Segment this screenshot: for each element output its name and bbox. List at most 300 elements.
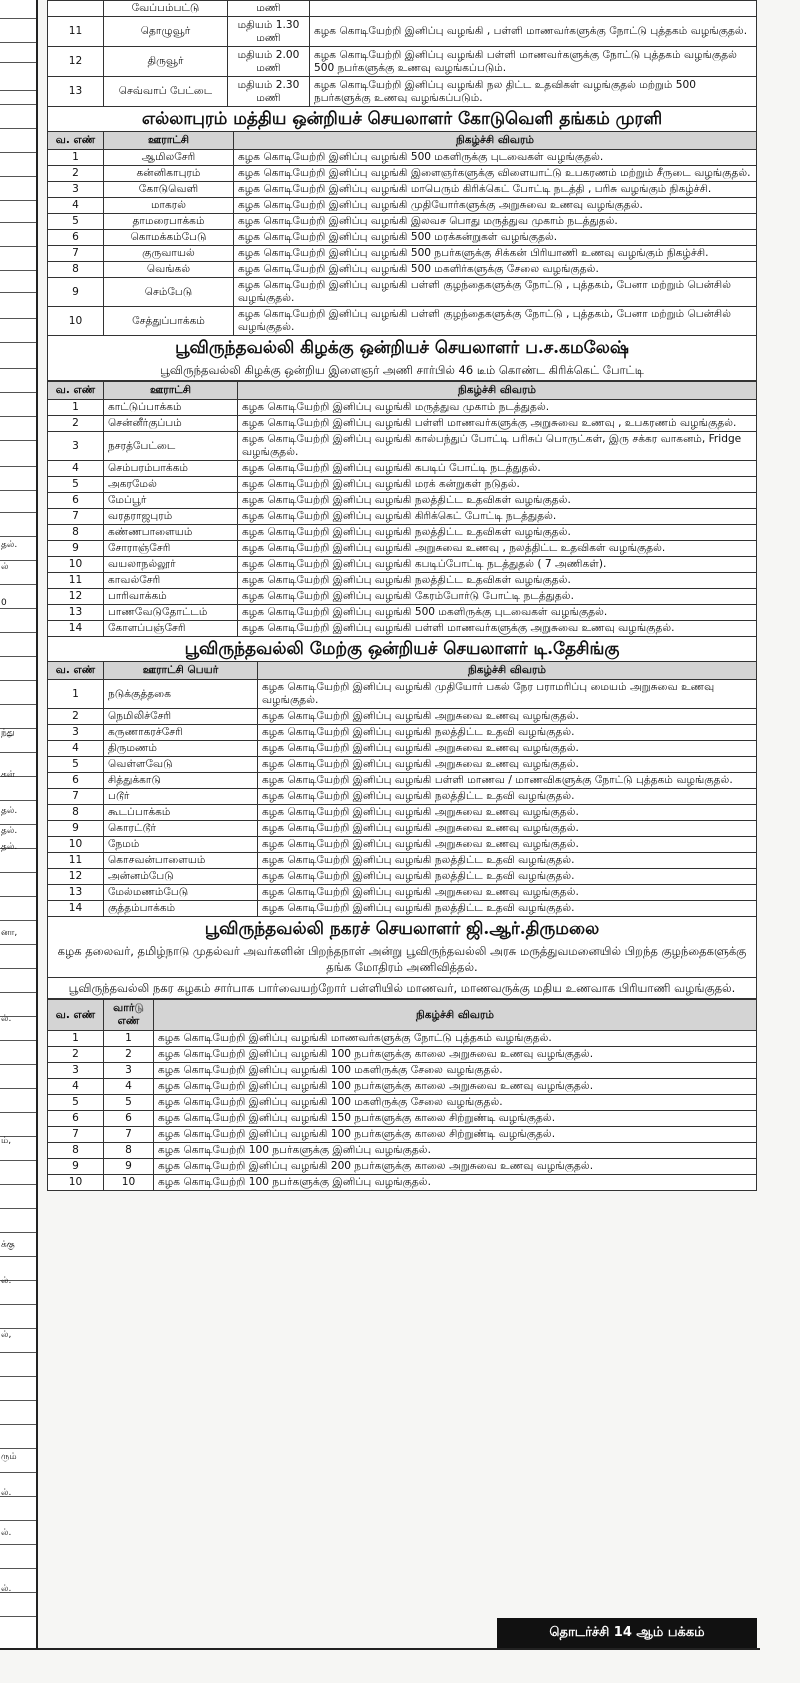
row-number: 11 [48, 853, 104, 869]
table-row [48, 589, 757, 605]
table-row [48, 1159, 757, 1175]
table-row [48, 278, 757, 307]
event-description: கழக கொடியேற்றி இனிப்பு வழங்கி இலவச பொது மருத்துவ முகாம் நடத்துதல். [234, 214, 757, 230]
row-number: 14 [48, 621, 104, 637]
panchayat-name: நசரத்பேட்டை [104, 432, 238, 461]
bottom-rule [0, 1648, 760, 1650]
panchayat-name: கூடப்பாக்கம் [104, 805, 258, 821]
panchayat-name: கருணாகரச்சேரி [104, 725, 258, 741]
col-header-ward: வார்டு எண் [104, 1000, 154, 1031]
strip-text-fragment: 0 [1, 598, 7, 608]
table-row [48, 805, 757, 821]
strip-line [0, 18, 36, 19]
event-description: கழக கொடியேற்றி இனிப்பு வழங்கி நலத்திட்ட உதவிகள் வழங்குதல். [238, 493, 757, 509]
strip-line [0, 896, 36, 897]
panchayat-name: சென்னீர்குப்பம் [104, 416, 238, 432]
col-header-no: வ. எண் [48, 382, 104, 400]
row-number: 4 [48, 461, 104, 477]
table-row [48, 741, 757, 757]
strip-line [0, 90, 36, 91]
panchayat-name: திருமணம் [104, 741, 258, 757]
table-row [48, 541, 757, 557]
strip-line [0, 1328, 36, 1329]
event-schedule-page [47, 0, 757, 1191]
row-number: 13 [48, 605, 104, 621]
panchayat-name: மேப்பூர் [104, 493, 238, 509]
panchayat-name: மாகரல் [104, 198, 234, 214]
panchayat-name: ஆமிலசேரி [104, 150, 234, 166]
panchayat-name: குருவாயல் [104, 246, 234, 262]
strip-line [0, 342, 36, 343]
strip-line [0, 246, 36, 247]
event-description: கழக கொடியேற்றி இனிப்பு வழங்கி அறுசுவை உணவு வழங்குதல். [258, 757, 757, 773]
col-header-place: ஊராட்சி பெயர் [104, 662, 258, 680]
strip-line [0, 292, 36, 293]
table-row [48, 621, 757, 637]
panchayat-name: காவல்சேரி [104, 573, 238, 589]
table-row [48, 573, 757, 589]
ward-number: 10 [104, 1175, 154, 1191]
event-description: கழக கொடியேற்றி இனிப்பு வழங்கி நலத்திட்ட உதவிகள் வழங்குதல். [238, 525, 757, 541]
row-number: 3 [48, 1063, 104, 1079]
table-poonamallee-east-body [48, 400, 757, 637]
ward-number: 6 [104, 1111, 154, 1127]
strip-text-fragment: தல். [1, 806, 18, 816]
panchayat-name: வயலாநல்லூர் [104, 557, 238, 573]
strip-line [0, 1520, 36, 1521]
strip-text-fragment: க்கு [1, 1240, 15, 1250]
row-number: 5 [48, 757, 104, 773]
strip-text-fragment: கள் [1, 770, 15, 780]
strip-line [0, 392, 36, 393]
table-poonamallee-town-body [48, 1031, 757, 1191]
row-number: 2 [48, 709, 104, 725]
event-description: கழக கொடியேற்றி இனிப்பு வழங்கி பள்ளி மாணவர்களுக்கு அறுசுவை உணவு , உபகரணம் வழங்குதல். [238, 416, 757, 432]
row-number: 2 [48, 416, 104, 432]
strip-line [0, 680, 36, 681]
event-description: கழக கொடியேற்றி இனிப்பு வழங்கி மாணவர்களுக்கு நோட்டு புத்தகம் வழங்குதல். [154, 1031, 757, 1047]
event-description: கழக கொடியேற்றி இனிப்பு வழங்கி 100 மகளிருக்கு சேலை வழங்குதல். [154, 1095, 757, 1111]
strip-text-fragment: ந்து [1, 728, 15, 738]
strip-line [0, 1352, 36, 1353]
row-number: 4 [48, 741, 104, 757]
table-row [48, 17, 757, 47]
row-number: 6 [48, 493, 104, 509]
strip-line [0, 1616, 36, 1617]
place-name: தொழுவூர் [104, 17, 228, 47]
row-number [48, 1, 104, 17]
strip-line [0, 490, 36, 491]
panchayat-name: சோராஞ்சேரி [104, 541, 238, 557]
panchayat-name: நேமம் [104, 837, 258, 853]
strip-line [0, 1160, 36, 1161]
strip-line [0, 1256, 36, 1257]
col-header-desc: நிகழ்ச்சி விவரம் [238, 382, 757, 400]
event-description: கழக கொடியேற்றி இனிப்பு வழங்கி 100 நபர்களுக்கு காலை அறுசுவை உணவு வழங்குதல். [154, 1079, 757, 1095]
event-description: கழக கொடியேற்றி இனிப்பு வழங்கி பள்ளி மாணவ / மாணவிகளுக்கு நோட்டு புத்தகம் வழங்குதல். [258, 773, 757, 789]
panchayat-name: காட்டுப்பாக்கம் [104, 400, 238, 416]
row-number: 9 [48, 541, 104, 557]
strip-line [0, 62, 36, 63]
panchayat-name: சேத்துப்பாக்கம் [104, 307, 234, 336]
panchayat-name: குத்தம்பாக்கம் [104, 901, 258, 917]
table-poonamallee-east [47, 381, 757, 637]
table-poonamallee-west [47, 661, 757, 917]
table-row [48, 885, 757, 901]
adjacent-column-strip [0, 0, 38, 1648]
ward-number: 5 [104, 1095, 154, 1111]
event-time: மணி [228, 1, 310, 17]
row-number: 7 [48, 789, 104, 805]
strip-line [0, 1424, 36, 1425]
row-number: 13 [48, 885, 104, 901]
strip-text-fragment: ல் [1, 562, 9, 572]
strip-line [0, 968, 36, 969]
event-description: கழக கொடியேற்றி இனிப்பு வழங்கி 100 நபர்களுக்கு காலை அறுசுவை உணவு வழங்குதல். [154, 1047, 757, 1063]
table-row [48, 432, 757, 461]
strip-text-fragment: ல். [1, 1528, 12, 1538]
table-section-1 [47, 0, 757, 107]
event-description: கழக கொடியேற்றி இனிப்பு வழங்கி பள்ளி குழந்தைகளுக்கு நோட்டு , புத்தகம், பேனா மற்றும் பென்சில் வழங்குதல். [234, 307, 757, 336]
panchayat-name: அன்னம்பேடு [104, 869, 258, 885]
table-row [48, 901, 757, 917]
event-description: கழக கொடியேற்றி இனிப்பு வழங்கி கால்பந்துப் போட்டி பரிசுப் பொருட்கள், இரு சக்கர வாகனம், Fridge வழங்குதல். [238, 432, 757, 461]
ward-number: 8 [104, 1143, 154, 1159]
table-row [48, 773, 757, 789]
table-row [48, 47, 757, 77]
event-description: கழக கொடியேற்றி இனிப்பு வழங்கி அறுசுவை உணவு வழங்குதல். [258, 709, 757, 725]
strip-line [0, 1184, 36, 1185]
event-description: கழக கொடியேற்றி இனிப்பு வழங்கி நலத்திட்ட உதவிகள் வழங்குதல். [238, 573, 757, 589]
row-number: 6 [48, 230, 104, 246]
table-row [48, 680, 757, 709]
table-row [48, 1095, 757, 1111]
table-row [48, 509, 757, 525]
strip-line [0, 536, 36, 537]
row-number: 8 [48, 1143, 104, 1159]
section-title-poonamallee-west: பூவிருந்தவல்லி மேற்கு ஒன்றியச் செயலாளர் டி.தேசிங்கு [47, 637, 757, 661]
strip-line [0, 1544, 36, 1545]
col-header-desc: நிகழ்ச்சி விவரம் [258, 662, 757, 680]
table-row [48, 477, 757, 493]
event-description: கழக கொடியேற்றி இனிப்பு வழங்கி , பள்ளி மாணவர்களுக்கு நோட்டு புத்தகம் வழங்குதல். [310, 17, 757, 47]
strip-line [0, 1064, 36, 1065]
table-row [48, 853, 757, 869]
strip-line [0, 656, 36, 657]
strip-line [0, 1040, 36, 1041]
table-row [48, 725, 757, 741]
table-row [48, 821, 757, 837]
event-description: கழக கொடியேற்றி இனிப்பு வழங்கி மருத்துவ முகாம் நடத்துதல். [238, 400, 757, 416]
row-number: 7 [48, 246, 104, 262]
event-time: மதியம் 2.00 மணி [228, 47, 310, 77]
row-number: 12 [48, 589, 104, 605]
row-number: 3 [48, 432, 104, 461]
event-description: கழக கொடியேற்றி இனிப்பு வழங்கி 500 மரக்கன்றுகள் வழங்குதல். [234, 230, 757, 246]
strip-line [0, 368, 36, 369]
row-number: 14 [48, 901, 104, 917]
row-number: 1 [48, 150, 104, 166]
event-description: கழக கொடியேற்றி இனிப்பு வழங்கி 500 மகளிர்களுக்கு சேலை வழங்குதல். [234, 262, 757, 278]
row-number: 9 [48, 1159, 104, 1175]
strip-text-fragment: ல். [1, 1014, 12, 1024]
panchayat-name: சித்துக்காடு [104, 773, 258, 789]
panchayat-name: கொசவன்பாளையம் [104, 853, 258, 869]
col-header-desc: நிகழ்ச்சி விவரம் [234, 132, 757, 150]
col-header-place: ஊராட்சி [104, 132, 234, 150]
strip-text-fragment: ல். [1, 1488, 12, 1498]
table-row [48, 837, 757, 853]
table-row [48, 262, 757, 278]
place-name: செவ்வாப் பேட்டை [104, 77, 228, 107]
col-header-place: ஊராட்சி [104, 382, 238, 400]
panchayat-name: செம்பரம்பாக்கம் [104, 461, 238, 477]
event-description: கழக கொடியேற்றி இனிப்பு வழங்கி நலத்திட்ட உதவி வழங்குதல். [258, 725, 757, 741]
table-row [48, 182, 757, 198]
strip-line [0, 944, 36, 945]
event-description: கழக கொடியேற்றி இனிப்பு வழங்கி நலத்திட்ட உதவி வழங்குதல். [258, 901, 757, 917]
ward-number: 7 [104, 1127, 154, 1143]
strip-line [0, 176, 36, 177]
table-row [48, 1127, 757, 1143]
table-row [48, 416, 757, 432]
ward-number: 1 [104, 1031, 154, 1047]
event-description: கழக கொடியேற்றி 100 நபர்களுக்கு இனிப்பு வழங்குதல். [154, 1175, 757, 1191]
row-number: 5 [48, 214, 104, 230]
strip-line [0, 872, 36, 873]
event-description: கழக கொடியேற்றி இனிப்பு வழங்கி அறுசுவை உணவு வழங்குதல். [258, 821, 757, 837]
strip-line [0, 270, 36, 271]
row-number: 10 [48, 307, 104, 336]
table-row [48, 461, 757, 477]
event-description: கழக கொடியேற்றி இனிப்பு வழங்கி பள்ளி மாணவர்களுக்கு நோட்டு புத்தகம் வழங்குதல் 500 நபர்களுக்கு உணவு வழங்கப்படும். [310, 47, 757, 77]
strip-text-fragment: ல், [1, 1330, 12, 1340]
event-description: கழக கொடியேற்றி இனிப்பு வழங்கி நல திட்ட உதவிகள் வழங்குதல் மற்றும் 500 நபர்களுக்கு உணவு வழங்கப்படும். [310, 77, 757, 107]
place-name: திருவூர் [104, 47, 228, 77]
row-number: 2 [48, 166, 104, 182]
table-section-1-body [48, 1, 757, 107]
strip-line [0, 440, 36, 441]
ward-number: 2 [104, 1047, 154, 1063]
strip-line [0, 1568, 36, 1569]
panchayat-name: வெங்கல் [104, 262, 234, 278]
table-row [48, 166, 757, 182]
event-description [310, 1, 757, 17]
event-description: கழக கொடியேற்றி இனிப்பு வழங்கி முதியோர்களுக்கு அறுசுவை உணவு வழங்குதல். [234, 198, 757, 214]
row-number: 10 [48, 557, 104, 573]
panchayat-name: மேல்மணம்பேடு [104, 885, 258, 901]
panchayat-name: பாரிவாக்கம் [104, 589, 238, 605]
table-row [48, 1079, 757, 1095]
panchayat-name: கன்னிகாபுரம் [104, 166, 234, 182]
table-ellapuram-body [48, 150, 757, 336]
table-row [48, 757, 757, 773]
table-row [48, 493, 757, 509]
table-row [48, 198, 757, 214]
panchayat-name: நடுக்குத்தகை [104, 680, 258, 709]
event-description: கழக கொடியேற்றி இனிப்பு வழங்கி 500 மகளிருக்கு புடவைகள் வழங்குதல். [238, 605, 757, 621]
table-row [48, 1143, 757, 1159]
table-row [48, 230, 757, 246]
strip-line [0, 1448, 36, 1449]
event-description: கழக கொடியேற்றி இனிப்பு வழங்கி 500 மகளிருக்கு புடவைகள் வழங்குதல். [234, 150, 757, 166]
row-number: 5 [48, 477, 104, 493]
table-row [48, 605, 757, 621]
event-description: கழக கொடியேற்றி இனிப்பு வழங்கி கபடிப் போட்டி நடத்துதல். [238, 461, 757, 477]
panchayat-name: பாணவேடுதோட்டம் [104, 605, 238, 621]
row-number: 9 [48, 821, 104, 837]
col-header-no: வ. எண் [48, 132, 104, 150]
table-poonamallee-west-body [48, 680, 757, 917]
panchayat-name: படூர் [104, 789, 258, 805]
event-description: கழக கொடியேற்றி இனிப்பு வழங்கி 100 மகளிருக்கு சேலை வழங்குதல். [154, 1063, 757, 1079]
strip-line [0, 512, 36, 513]
row-number: 11 [48, 573, 104, 589]
strip-line [0, 42, 36, 43]
strip-line [0, 152, 36, 153]
table-row [48, 307, 757, 336]
row-number: 1 [48, 1031, 104, 1047]
table-row [48, 77, 757, 107]
table-row [48, 1031, 757, 1047]
strip-line [0, 704, 36, 705]
event-description: கழக கொடியேற்றி இனிப்பு வழங்கி நலத்திட்ட உதவி வழங்குதல். [258, 869, 757, 885]
event-description: கழக கொடியேற்றி இனிப்பு வழங்கி அறுசுவை உணவு வழங்குதல். [258, 837, 757, 853]
strip-line [0, 1232, 36, 1233]
section-title-poonamallee-town: பூவிருந்தவல்லி நகரச் செயலாளர் ஜி.ஆர்.திருமலை [47, 917, 757, 941]
table-row [48, 557, 757, 573]
row-number: 9 [48, 278, 104, 307]
strip-line [0, 800, 36, 801]
event-description: கழக கொடியேற்றி இனிப்பு வழங்கி மரக் கன்றுகள் நடுதல். [238, 477, 757, 493]
notice-biryani-lunch: பூவிருந்தவல்லி நகர கழகம் சார்பாக பார்வையற்றோர் பள்ளியில் மாணவர், மாணவருக்கு மதிய உணவாக பிரியாணி வழங்குதல். [47, 978, 757, 999]
panchayat-name: கொரட்டூர் [104, 821, 258, 837]
event-description: கழக கொடியேற்றி இனிப்பு வழங்கி அறுசுவை உணவு வழங்குதல். [258, 805, 757, 821]
row-number: 3 [48, 182, 104, 198]
event-time: மதியம் 1.30 மணி [228, 17, 310, 47]
col-header-no: வ. எண் [48, 662, 104, 680]
row-number: 6 [48, 773, 104, 789]
event-description: கழக கொடியேற்றி இனிப்பு வழங்கி அறுசுவை உணவு வழங்குதல். [258, 885, 757, 901]
row-number: 10 [48, 1175, 104, 1191]
row-number: 10 [48, 837, 104, 853]
notice-gold-ring: கழக தலைவர், தமிழ்நாடு முதல்வர் அவர்களின் பிறந்தநாள் அன்று பூவிருந்தவல்லி அரசு மருத்துவமனையில் பிறந்த குழந்தைகளுக்கு தங்க மோதிரம் அணிவித்தல். [47, 941, 757, 978]
event-description: கழக கொடியேற்றி 100 நபர்களுக்கு இனிப்பு வழங்குதல். [154, 1143, 757, 1159]
ward-number: 3 [104, 1063, 154, 1079]
table-row [48, 246, 757, 262]
event-description: கழக கொடியேற்றி இனிப்பு வழங்கி இளைஞர்களுக்கு விளையாட்டு உபகரணம் மற்றும் சீருடை வழங்குதல். [234, 166, 757, 182]
col-header-desc: நிகழ்ச்சி விவரம் [154, 1000, 757, 1031]
ward-number: 9 [104, 1159, 154, 1175]
strip-line [0, 416, 36, 417]
panchayat-name: வரதராஜபுரம் [104, 509, 238, 525]
strip-text-fragment: ரும் [1, 1452, 17, 1462]
row-number: 2 [48, 1047, 104, 1063]
strip-text-fragment: ல். [1, 1584, 12, 1594]
strip-line [0, 560, 36, 561]
table-row [48, 400, 757, 416]
notice-cricket-tournament: பூவிருந்தவல்லி கிழக்கு ஒன்றிய இளைஞர் அணி சார்பில் 46 டீம் கொண்ட கிரிக்கெட் போட்டி [47, 360, 757, 381]
table-row [48, 214, 757, 230]
row-number: 4 [48, 1079, 104, 1095]
panchayat-name: தாமரைபாக்கம் [104, 214, 234, 230]
event-description: கழக கொடியேற்றி இனிப்பு வழங்கி பள்ளி குழந்தைகளுக்கு நோட்டு , புத்தகம், பேனா மற்றும் பென்சில் வழங்குதல். [234, 278, 757, 307]
table-row [48, 1047, 757, 1063]
event-description: கழக கொடியேற்றி இனிப்பு வழங்கி 100 நபர்களுக்கு காலை சிற்றுண்டி வழங்குதல். [154, 1127, 757, 1143]
table-row [48, 1063, 757, 1079]
row-number: 13 [48, 77, 104, 107]
strip-line [0, 584, 36, 585]
panchayat-name: அகரமேல் [104, 477, 238, 493]
strip-line [0, 1400, 36, 1401]
event-time: மதியம் 2.30 மணி [228, 77, 310, 107]
panchayat-name: கோடுவெளி [104, 182, 234, 198]
event-description: கழக கொடியேற்றி இனிப்பு வழங்கி 150 நபர்களுக்கு காலை சிற்றுண்டி வழங்குதல். [154, 1111, 757, 1127]
panchayat-name: நெமிலிச்சேரி [104, 709, 258, 725]
row-number: 12 [48, 869, 104, 885]
continued-on-page-banner: தொடர்ச்சி 14 ஆம் பக்கம் [497, 1618, 757, 1648]
strip-line [0, 632, 36, 633]
strip-text-fragment: ல். [1, 1276, 12, 1286]
strip-text-fragment: னா, [1, 928, 18, 938]
ward-number: 4 [104, 1079, 154, 1095]
row-number: 4 [48, 198, 104, 214]
strip-line [0, 920, 36, 921]
strip-text-fragment: தல். [1, 842, 18, 852]
row-number: 11 [48, 17, 104, 47]
strip-line [0, 222, 36, 223]
strip-line [0, 1472, 36, 1473]
strip-line [0, 1112, 36, 1113]
event-description: கழக கொடியேற்றி இனிப்பு வழங்கி கிரிக்கெட் போட்டி நடத்துதல். [238, 509, 757, 525]
event-description: கழக கொடியேற்றி இனிப்பு வழங்கி நலத்திட்ட உதவி வழங்குதல். [258, 789, 757, 805]
strip-line [0, 992, 36, 993]
section-title-poonamallee-east: பூவிருந்தவல்லி கிழக்கு ஒன்றியச் செயலாளர் ப.ச.கமலேஷ் [47, 336, 757, 360]
row-number: 5 [48, 1095, 104, 1111]
table-row [48, 525, 757, 541]
row-number: 8 [48, 805, 104, 821]
event-description: கழக கொடியேற்றி இனிப்பு வழங்கி பள்ளி மாணவர்களுக்கு அறுசுவை உணவு வழங்குதல். [238, 621, 757, 637]
event-description: கழக கொடியேற்றி இனிப்பு வழங்கி அறுசுவை உணவு வழங்குதல். [258, 741, 757, 757]
event-description: கழக கொடியேற்றி இனிப்பு வழங்கி கபடிப்போட்டி நடத்துதல் ( 7 அணிகள்). [238, 557, 757, 573]
table-row [48, 869, 757, 885]
strip-line [0, 1208, 36, 1209]
event-description: கழக கொடியேற்றி இனிப்பு வழங்கி மாபெரும் கிரிக்கெட் போட்டி நடத்தி , பரிசு வழங்கும் நிகழ்ச்சி. [234, 182, 757, 198]
table-ellapuram [47, 131, 757, 336]
event-description: கழக கொடியேற்றி இனிப்பு வழங்கி கேரம்போர்டு போட்டி நடத்துதல். [238, 589, 757, 605]
strip-line [0, 1088, 36, 1089]
table-poonamallee-town [47, 999, 757, 1191]
strip-line [0, 318, 36, 319]
strip-text-fragment: ம், [1, 1136, 12, 1146]
table-row [48, 1, 757, 17]
row-number: 8 [48, 262, 104, 278]
strip-line [0, 608, 36, 609]
table-row [48, 709, 757, 725]
strip-line [0, 466, 36, 467]
panchayat-name: கொமக்கம்பேடு [104, 230, 234, 246]
panchayat-name: கோளப்பஞ்சேரி [104, 621, 238, 637]
event-description: கழக கொடியேற்றி இனிப்பு வழங்கி அறுசுவை உணவு , நலத்திட்ட உதவிகள் வழங்குதல். [238, 541, 757, 557]
table-row [48, 789, 757, 805]
table-row [48, 1111, 757, 1127]
row-number: 6 [48, 1111, 104, 1127]
row-number: 12 [48, 47, 104, 77]
event-description: கழக கொடியேற்றி இனிப்பு வழங்கி 200 நபர்களுக்கு காலை அறுசுவை உணவு வழங்குதல். [154, 1159, 757, 1175]
strip-line [0, 1304, 36, 1305]
panchayat-name: செம்பேடு [104, 278, 234, 307]
panchayat-name: வெள்ளவேடு [104, 757, 258, 773]
